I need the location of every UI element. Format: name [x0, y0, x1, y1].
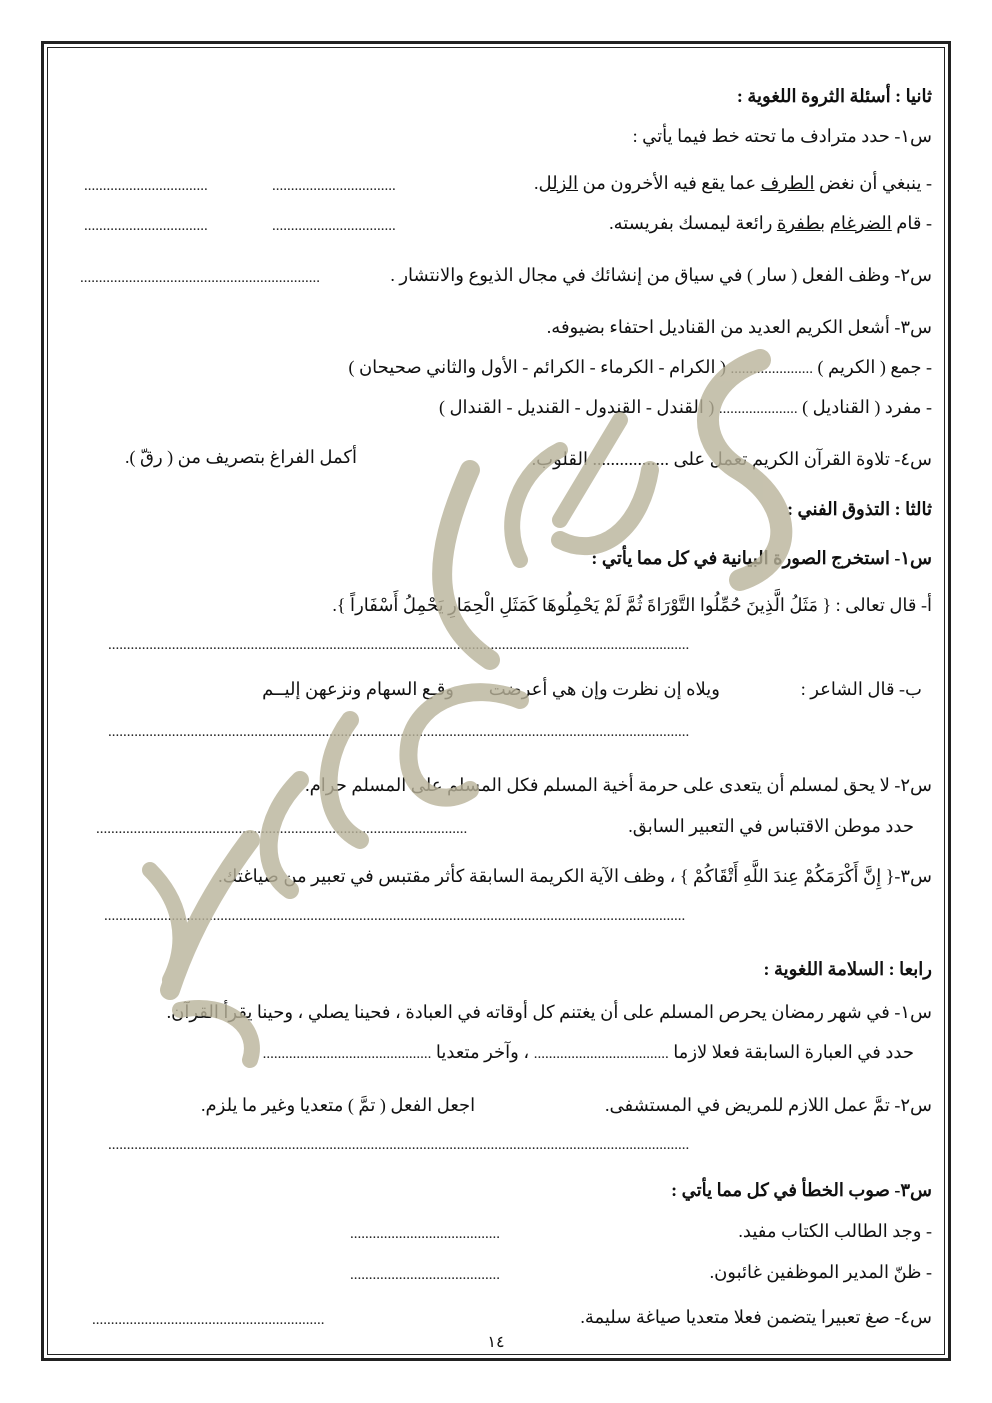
verse-hemistich-1: ويلاه إن نظرت وإن هي أعرضت: [488, 679, 720, 699]
section-title-grammar: رابعا : السلامة اللغوية :: [763, 959, 932, 979]
s4-q3-item2: - ظنّ المدير الموظفين غائبون.: [709, 1262, 932, 1282]
answer-blank[interactable]: ........................................: [350, 1226, 500, 1242]
s3-q1-prompt: س١- استخرج الصورة البيانية في كل مما يأتي :: [591, 548, 932, 568]
s4-q1-instruction: حدد في العبارة السابقة فعلا لازما .................................... ، وآخر متعديا .............................................: [262, 1042, 914, 1062]
q3-prompt: س٣- أشعل الكريم العديد من القناديل احتفاء بضيوفه.: [546, 317, 932, 337]
q1-item2: - قام الضرغام بطفرة رائعة ليمسك بفريسته.: [609, 213, 932, 233]
verse-hemistich-2: وقـع السهام ونزعهن إليــم: [262, 679, 454, 699]
q1-prompt: س١- حدد مترادف ما تحته خط فيما يأتي :: [632, 126, 932, 146]
answer-blank[interactable]: ..............................................................: [92, 1312, 325, 1328]
page-border-inner: [47, 47, 945, 1355]
s3-q1-a: أ- قال تعالى : { مَثَلُ الَّذِينَ حُمِّلُوا التَّوْرَاةَ ثُمَّ لَمْ يَحْمِلُوهَا كَمَثَلِ الْحِمَارِ يَحْمِلُ أَسْفَاراً }.: [332, 595, 932, 615]
s3-q3-text: س٣-{ إِنَّ أَكْرَمَكُمْ عِندَ اللَّهِ أَتْقَاكُمْ } ، وظف الآية الكريمة السابقة كأثر مقتبس في تعبير من صياغتك.: [218, 866, 932, 886]
answer-blank[interactable]: ...........................................................................................................................................................: [108, 1137, 690, 1153]
q1-item1: - ينبغي أن نغض الطرف عما يقع فيه الأخرون من الزلل.: [533, 173, 932, 193]
s4-q3-item1: - وجد الطالب الكتاب مفيد.: [738, 1221, 932, 1241]
answer-blank[interactable]: ................................................................: [80, 270, 320, 286]
s3-q2-text: س٢- لا يحق لمسلم أن يتعدى على حرمة أخية المسلم فكل المسلم على المسلم حرام.: [305, 775, 932, 795]
q2-text: س٢- وظف الفعل ( سار ) في سياق من إنشائك في مجال الذيوع والانتشار .: [390, 265, 932, 285]
answer-blank[interactable]: .................................: [272, 218, 396, 234]
answer-blank[interactable]: .................................: [84, 178, 208, 194]
q3-b: - مفرد ( القناديل ) ..................... ( القندل - القندول - القنديل - القندال ): [438, 397, 932, 417]
answer-blank[interactable]: ...........................................................................................................................................................: [108, 724, 690, 740]
q4-instruction: أكمل الفراغ بتصريف من ( رقّ ).: [125, 447, 357, 467]
s4-q1-text: س١- في شهر رمضان يحرص المسلم على أن يغتنم كل أوقاته في العبادة ، فحينا يصلي ، وحينا يقرأ القرآن.: [166, 1002, 932, 1022]
s4-q2-instruction: اجعل الفعل ( تمَّ ) متعديا وغير ما يلزم.: [201, 1095, 476, 1115]
s3-q1-b-intro: ب- قال الشاعر :: [800, 679, 922, 699]
answer-blank[interactable]: .................................: [84, 218, 208, 234]
s4-q2-text: س٢- تمَّ عمل اللازم للمريض في المستشفى.: [605, 1095, 932, 1115]
section-title-appreciation: ثالثا : التذوق الفني :: [787, 499, 932, 519]
section-title-vocabulary: ثانيا : أسئلة الثروة اللغوية :: [736, 86, 932, 106]
answer-blank[interactable]: ...........................................................................................................................................................: [104, 908, 686, 924]
answer-blank[interactable]: ...................................................................................................: [96, 821, 468, 837]
answer-blank[interactable]: ........................................: [350, 1267, 500, 1283]
s4-q4-text: س٤- صغ تعبيرا يتضمن فعلا متعديا صياغة سليمة.: [580, 1307, 932, 1327]
q3-a: - جمع ( الكريم ) ...................... ( الكرام - الكرماء - الكرائم - الأول والثاني صحيحان ): [348, 357, 932, 377]
q4-text: س٤- تلاوة القرآن الكريم تعمل على ................. القلوب.: [531, 449, 932, 469]
s4-q3-prompt: س٣- صوب الخطأ في كل مما يأتي :: [671, 1180, 932, 1200]
page-number: ١٤: [487, 1334, 505, 1351]
answer-blank[interactable]: .................................: [272, 178, 396, 194]
answer-blank[interactable]: ...........................................................................................................................................................: [108, 637, 690, 653]
s3-q2-instruction: حدد موطن الاقتباس في التعبير السابق.: [628, 816, 914, 836]
